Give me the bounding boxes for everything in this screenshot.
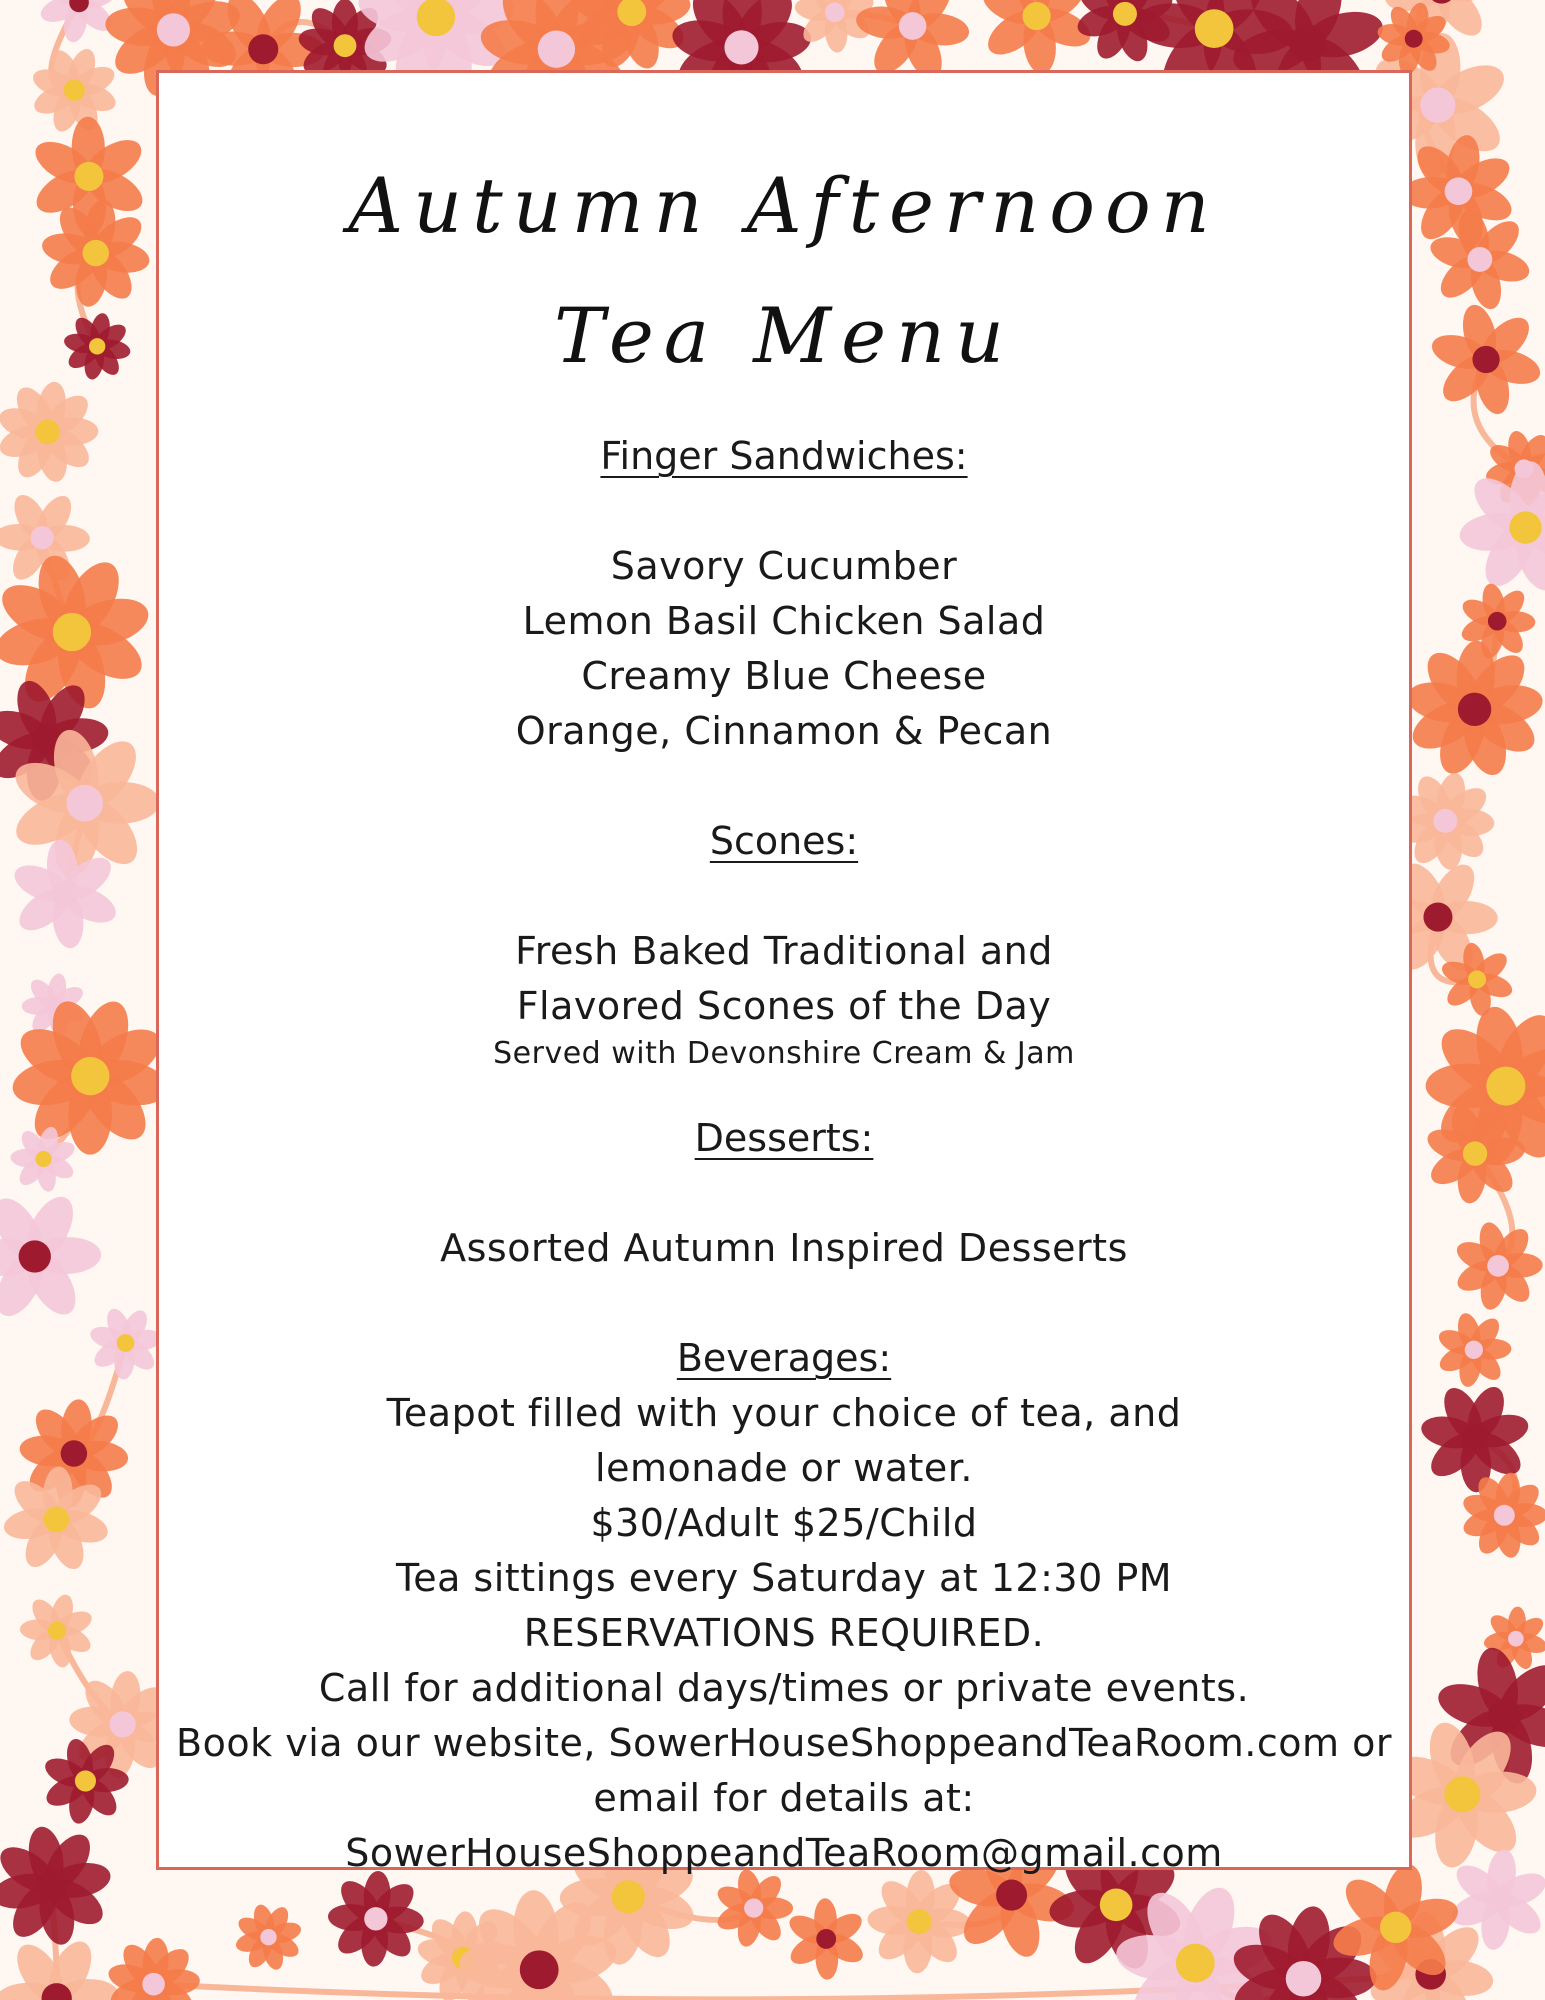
- section-heading-scones: Scones:: [709, 819, 859, 863]
- menu-title-line-2: Tea Menu: [554, 291, 1014, 380]
- menu-item: Fresh Baked Traditional and: [515, 929, 1053, 973]
- website-line: Book via our website, SowerHouseShoppeandTeaRoom.com or: [176, 1721, 1392, 1765]
- section-heading-sandwiches: Finger Sandwiches:: [600, 434, 968, 478]
- flower-motif: [785, 1898, 868, 1980]
- section-heading-desserts: Desserts:: [694, 1116, 874, 1160]
- flower-motif: [0, 1824, 113, 1948]
- flower-motif: [105, 1937, 201, 2000]
- menu-item: Savory Cucumber: [610, 544, 958, 588]
- schedule-line: Tea sittings every Saturday at 12:30 PM: [395, 1556, 1173, 1600]
- flower-motif: [9, 995, 171, 1155]
- email-line: SowerHouseShoppeandTeaRoom@gmail.com: [345, 1831, 1223, 1875]
- flower-motif: [327, 1870, 424, 1967]
- menu-title: [159, 141, 1409, 401]
- menu-item: Creamy Blue Cheese: [581, 654, 987, 698]
- menu-item: Assorted Autumn Inspired Desserts: [440, 1226, 1128, 1270]
- menu-card: [156, 70, 1412, 1875]
- flower-motif: [0, 380, 99, 485]
- menu-item: Orange, Cinnamon & Pecan: [515, 709, 1053, 753]
- info-line: Call for additional days/times or private events.: [318, 1666, 1250, 1710]
- price-line: $30/Adult $25/Child: [590, 1501, 978, 1545]
- flower-motif: [1428, 301, 1544, 417]
- menu-item: Lemon Basil Chicken Salad: [522, 599, 1046, 643]
- flower-motif: [977, 0, 1096, 75]
- flower-motif: [1452, 1220, 1543, 1312]
- flower-motif: [29, 45, 119, 135]
- flower-motif: [62, 312, 131, 381]
- flower-motif: [1403, 640, 1545, 780]
- flower-motif: [0, 1189, 102, 1323]
- menu-item-note: Served with Devonshire Cream & Jam: [493, 1036, 1075, 1071]
- flower-motif: [88, 1305, 164, 1380]
- flower-motif: [40, 197, 152, 309]
- info-line: email for details at:: [593, 1776, 975, 1820]
- flower-motif: [1435, 1311, 1512, 1389]
- beverage-line: lemonade or water.: [595, 1446, 973, 1490]
- beverage-line: Teapot filled with your choice of tea, and: [386, 1391, 1182, 1435]
- flower-motif: [19, 1592, 95, 1669]
- menu-item: Flavored Scones of the Day: [516, 984, 1052, 1028]
- reservations-line: RESERVATIONS REQUIRED.: [523, 1611, 1045, 1655]
- menu-title-line-1: Autumn Afternoon: [348, 161, 1220, 250]
- flower-motif: [234, 1902, 304, 1972]
- section-heading-beverages: Beverages:: [676, 1336, 892, 1380]
